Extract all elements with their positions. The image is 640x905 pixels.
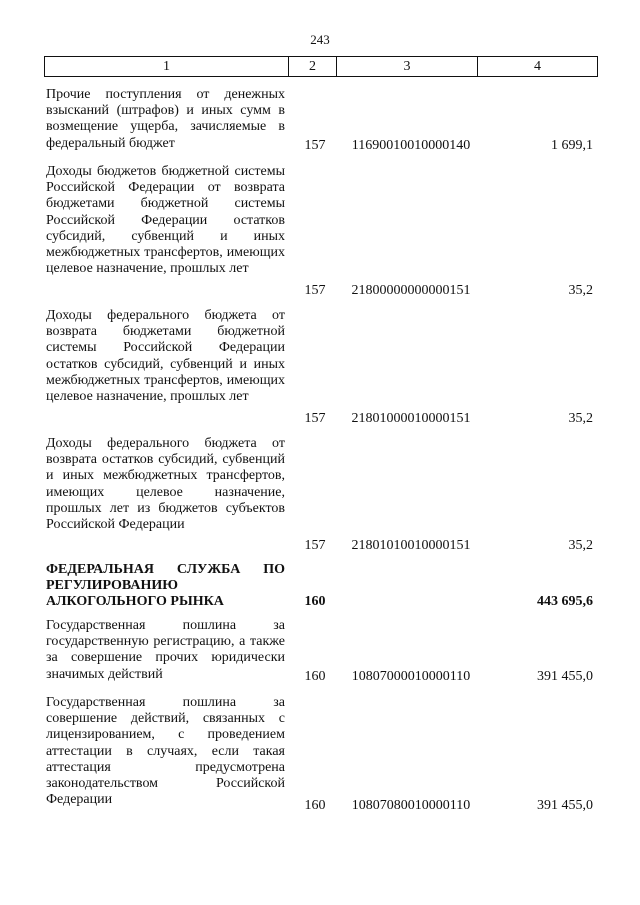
row-description: Доходы федерального бюджета от возврата бюджетами бюджетной системы Российской Федерации остатков субсидий, субвенций и иных межбюджетных трансфертов, имеющих целевое назначение, прошлых лет	[46, 308, 285, 405]
row-admin-code: 157	[304, 411, 326, 426]
row-budget-code: 21801010010000151	[351, 538, 471, 553]
column-header-2: 2	[289, 57, 337, 77]
page-number: 243	[310, 32, 330, 47]
row-budget-code: 10807000010000110	[351, 669, 471, 684]
row-budget-code: 11690010010000140	[351, 138, 471, 153]
row-admin-code: 160	[304, 669, 326, 684]
row-admin-code: 157	[304, 538, 326, 553]
column-header-4: 4	[478, 57, 598, 77]
row-description: Государственная пошлина за государственную регистрацию, а также за совершение прочих юридически значимых действий	[46, 618, 285, 682]
row-admin-code: 157	[304, 138, 326, 153]
row-budget-code: 21801000010000151	[351, 411, 471, 426]
row-admin-code: 160	[304, 594, 326, 609]
row-amount: 391 455,0	[537, 798, 593, 813]
row-description: Доходы бюджетов бюджетной системы Российской Федерации от возврата бюджетами бюджетной системы Российской Федерации остатков субсидий, субвенций и иных межбюджетных трансфертов, имеющих целевое назначение, прошлых лет	[46, 164, 285, 277]
row-budget-code: 10807080010000110	[351, 798, 471, 813]
row-description: Государственная пошлина за совершение действий, связанных с лицензированием, с проведением аттестации в случаях, если такая аттестация предусмотрена законодательством Российской Федерации	[46, 695, 285, 808]
row-amount: 35,2	[568, 411, 593, 426]
column-header-row	[45, 57, 598, 77]
row-admin-code: 160	[304, 798, 326, 813]
column-header-table	[44, 56, 598, 77]
row-amount: 443 695,6	[537, 594, 593, 609]
row-amount: 35,2	[568, 538, 593, 553]
row-budget-code: 21800000000000151	[351, 283, 471, 298]
row-admin-code: 157	[304, 283, 326, 298]
row-amount: 35,2	[568, 283, 593, 298]
row-amount: 1 699,1	[551, 138, 593, 153]
row-amount: 391 455,0	[537, 669, 593, 684]
column-header-1: 1	[45, 57, 289, 77]
column-header-3: 3	[337, 57, 478, 77]
row-description: Прочие поступления от денежных взысканий (штрафов) и иных сумм в возмещение ущерба, зачисляемые в федеральный бюджет	[46, 87, 285, 151]
row-description: Доходы федерального бюджета от возврата остатков субсидий, субвенций и иных межбюджетных трансфертов, имеющих целевое назначение, прошлых лет из бюджетов субъектов Российской Федерации	[46, 436, 285, 533]
agency-heading: ФЕДЕРАЛЬНАЯ СЛУЖБА ПО РЕГУЛИРОВАНИЮ АЛКОГОЛЬНОГО РЫНКА	[46, 562, 285, 610]
